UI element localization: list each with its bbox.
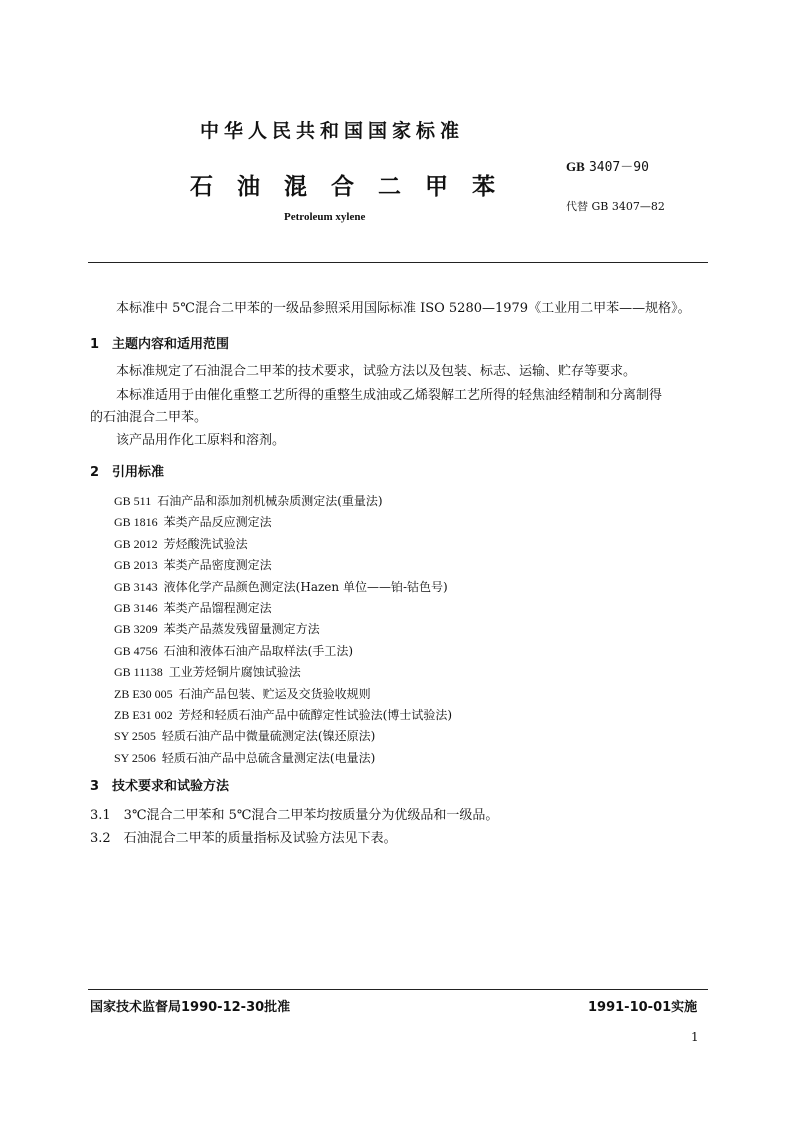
section-3-item-1: 3.1 3℃混合二甲苯和 5℃混合二甲苯均按质量分为优级品和一级品。 <box>90 808 499 823</box>
header-divider <box>88 262 708 263</box>
section-1-paragraph-2: 本标准适用于由催化重整工艺所得的重整生成油或乙烯裂解工艺所得的轻焦油经精制和分离制得 <box>116 388 663 403</box>
page-number: 1 <box>691 1030 699 1044</box>
ref-code: GB 3146 <box>114 600 158 615</box>
ref-title: 工业芳烃铜片腐蚀试验法 <box>168 665 301 680</box>
list-item <box>114 512 452 533</box>
document-title: 石油混合二甲苯 <box>190 174 519 200</box>
ref-code: SY 2505 <box>114 729 156 744</box>
ref-code: GB 511 <box>114 494 152 508</box>
national-standard-title: 中华人民共和国国家标准 <box>200 120 465 142</box>
ref-code: GB 11138 <box>114 665 163 680</box>
ref-title: 苯类产品反应测定法 <box>163 515 272 530</box>
ref-title: 轻质石油产品中总硫含量测定法(电量法) <box>161 750 376 765</box>
ref-title: 苯类产品馏程测定法 <box>163 600 272 615</box>
list-item <box>114 748 452 769</box>
section-2-heading: 2 引用标准 <box>90 465 165 480</box>
list-item <box>114 726 452 747</box>
ref-code: GB 2013 <box>114 558 158 573</box>
ref-code: GB 2012 <box>114 536 158 551</box>
ref-code: GB 1816 <box>114 515 158 530</box>
ref-title: 苯类产品密度测定法 <box>163 558 272 573</box>
ref-code: ZB E31 002 <box>114 707 173 722</box>
list-item <box>114 598 452 619</box>
section-1-paragraph-3: 该产品用作化工原料和溶剂。 <box>116 433 286 448</box>
ref-title: 石油产品和添加剂机械杂质测定法(重量法) <box>157 494 383 508</box>
ref-title: 芳烃酸洗试验法 <box>163 536 248 551</box>
effective-date: 1991-10-01实施 <box>588 1000 698 1015</box>
ref-code: GB 3143 <box>114 579 158 594</box>
replaces-standard: 代替 GB 3407—82 <box>566 200 665 213</box>
approval-date: 国家技术监督局1990-12-30批准 <box>90 1000 291 1015</box>
section-1-heading: 1 主题内容和适用范围 <box>90 337 230 352</box>
section-1-paragraph-1: 本标准规定了石油混合二甲苯的技术要求，试验方法以及包装、标志、运输、贮存等要求。 <box>116 364 637 379</box>
ref-title: 液体化学产品颜色测定法(Hazen 单位——铂-钴色号) <box>163 579 448 594</box>
ref-code: GB 4756 <box>114 643 158 658</box>
list-item <box>114 705 452 726</box>
section-3-heading: 3 技术要求和试验方法 <box>90 779 230 794</box>
intro-paragraph: 本标准中 5℃混合二甲苯的一级品参照采用国际标准 ISO 5280—1979《工业用二甲苯——规格》。 <box>116 301 691 316</box>
ref-title: 石油产品包装、贮运及交货验收规则 <box>178 686 371 701</box>
standard-code: GB <box>566 159 585 174</box>
list-item <box>114 684 452 705</box>
footer-divider <box>88 989 708 990</box>
list-item <box>114 534 452 555</box>
list-item <box>114 577 452 598</box>
list-item <box>114 619 452 640</box>
section-1-paragraph-2-continued: 的石油混合二甲苯。 <box>90 410 208 425</box>
ref-title: 石油和液体石油产品取样法(手工法) <box>163 643 354 658</box>
list-item <box>114 491 452 512</box>
ref-code: SY 2506 <box>114 750 156 765</box>
document-subtitle: Petroleum xylene <box>284 211 366 223</box>
standard-number-value: 3407－90 <box>588 160 649 175</box>
section-3-item-2: 3.2 石油混合二甲苯的质量指标及试验方法见下表。 <box>90 831 397 846</box>
ref-title: 苯类产品蒸发残留量测定方法 <box>163 622 320 637</box>
ref-code: ZB E30 005 <box>114 686 173 701</box>
standard-number <box>566 156 649 175</box>
ref-title: 芳烃和轻质石油产品中硫醇定性试验法(博士试验法) <box>178 707 453 722</box>
referenced-standards-list <box>114 491 452 769</box>
list-item <box>114 641 452 662</box>
ref-code: GB 3209 <box>114 622 158 637</box>
ref-title: 轻质石油产品中微量硫测定法(镍还原法) <box>161 729 376 744</box>
list-item <box>114 662 452 683</box>
list-item <box>114 555 452 576</box>
